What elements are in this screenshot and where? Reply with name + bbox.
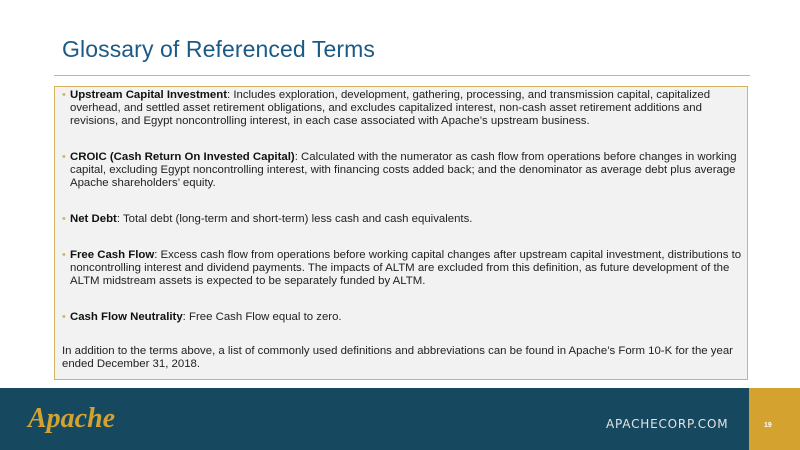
glossary-definition: : Free Cash Flow equal to zero. xyxy=(182,311,342,323)
glossary-item-upstream-capital-investment xyxy=(62,89,742,128)
bullet-icon: • xyxy=(62,249,66,261)
glossary-item-text xyxy=(62,249,742,288)
glossary-term: Cash Flow Neutrality xyxy=(70,311,183,323)
glossary-item-text xyxy=(62,89,742,128)
website-label: APACHECORP.COM xyxy=(606,417,729,431)
glossary-definition: : Excess cash flow from operations before working capital changes after upstream capital investment, distributions to noncontrolling interest and dividend payments. The impacts of ALTM are excluded from this definition, as future development of the ALTM midstream assets is expected to be separately funded by ALTM. xyxy=(70,249,742,287)
page-number-tab xyxy=(749,388,800,450)
glossary-term: Net Debt xyxy=(70,213,117,225)
bullet-icon: • xyxy=(62,213,66,225)
glossary-item-text xyxy=(62,311,742,324)
logo-wordmark: Apache xyxy=(28,403,116,434)
glossary-item-net-debt xyxy=(62,213,742,226)
glossary-definition: : Total debt (long-term and short-term) less cash and cash equivalents. xyxy=(116,213,473,225)
bullet-icon: • xyxy=(62,311,66,323)
glossary-definition: : Calculated with the numerator as cash flow from operations before changes in working capital, excluding Egypt noncontrolling interest, with financing costs added back; and the denominator as average debt plus average Apache shareholders’ equity. xyxy=(70,151,737,189)
glossary-item-text xyxy=(62,213,742,226)
title-divider xyxy=(54,75,750,76)
bullet-icon: • xyxy=(62,151,66,163)
closing-note: In addition to the terms above, a list of commonly used definitions and abbreviations can be found in Apache’s Form 10-K for the year ended December 31, 2018. xyxy=(62,345,733,370)
page-title: Glossary of Referenced Terms xyxy=(62,36,375,62)
glossary-term: CROIC (Cash Return On Invested Capital) xyxy=(70,151,295,163)
glossary-box xyxy=(54,86,748,380)
page-number: 19 xyxy=(764,422,772,429)
glossary-term: Upstream Capital Investment xyxy=(70,89,227,101)
glossary-item-cash-flow-neutrality xyxy=(62,311,742,324)
bullet-icon: • xyxy=(62,89,66,101)
glossary-item-text xyxy=(62,151,742,190)
glossary-item-croic xyxy=(62,151,742,190)
glossary-definition: : Includes exploration, development, gathering, processing, and transmission capital, capitalized overhead, and settled asset retirement obligations, and excludes capitalized interest, non-cash asset retirement additions and revisions, and Egypt noncontrolling interest, in each case associated with Apache’s upstream business. xyxy=(70,89,711,127)
glossary-item-free-cash-flow xyxy=(62,249,742,288)
apache-logo xyxy=(26,400,136,434)
glossary-term: Free Cash Flow xyxy=(70,249,155,261)
